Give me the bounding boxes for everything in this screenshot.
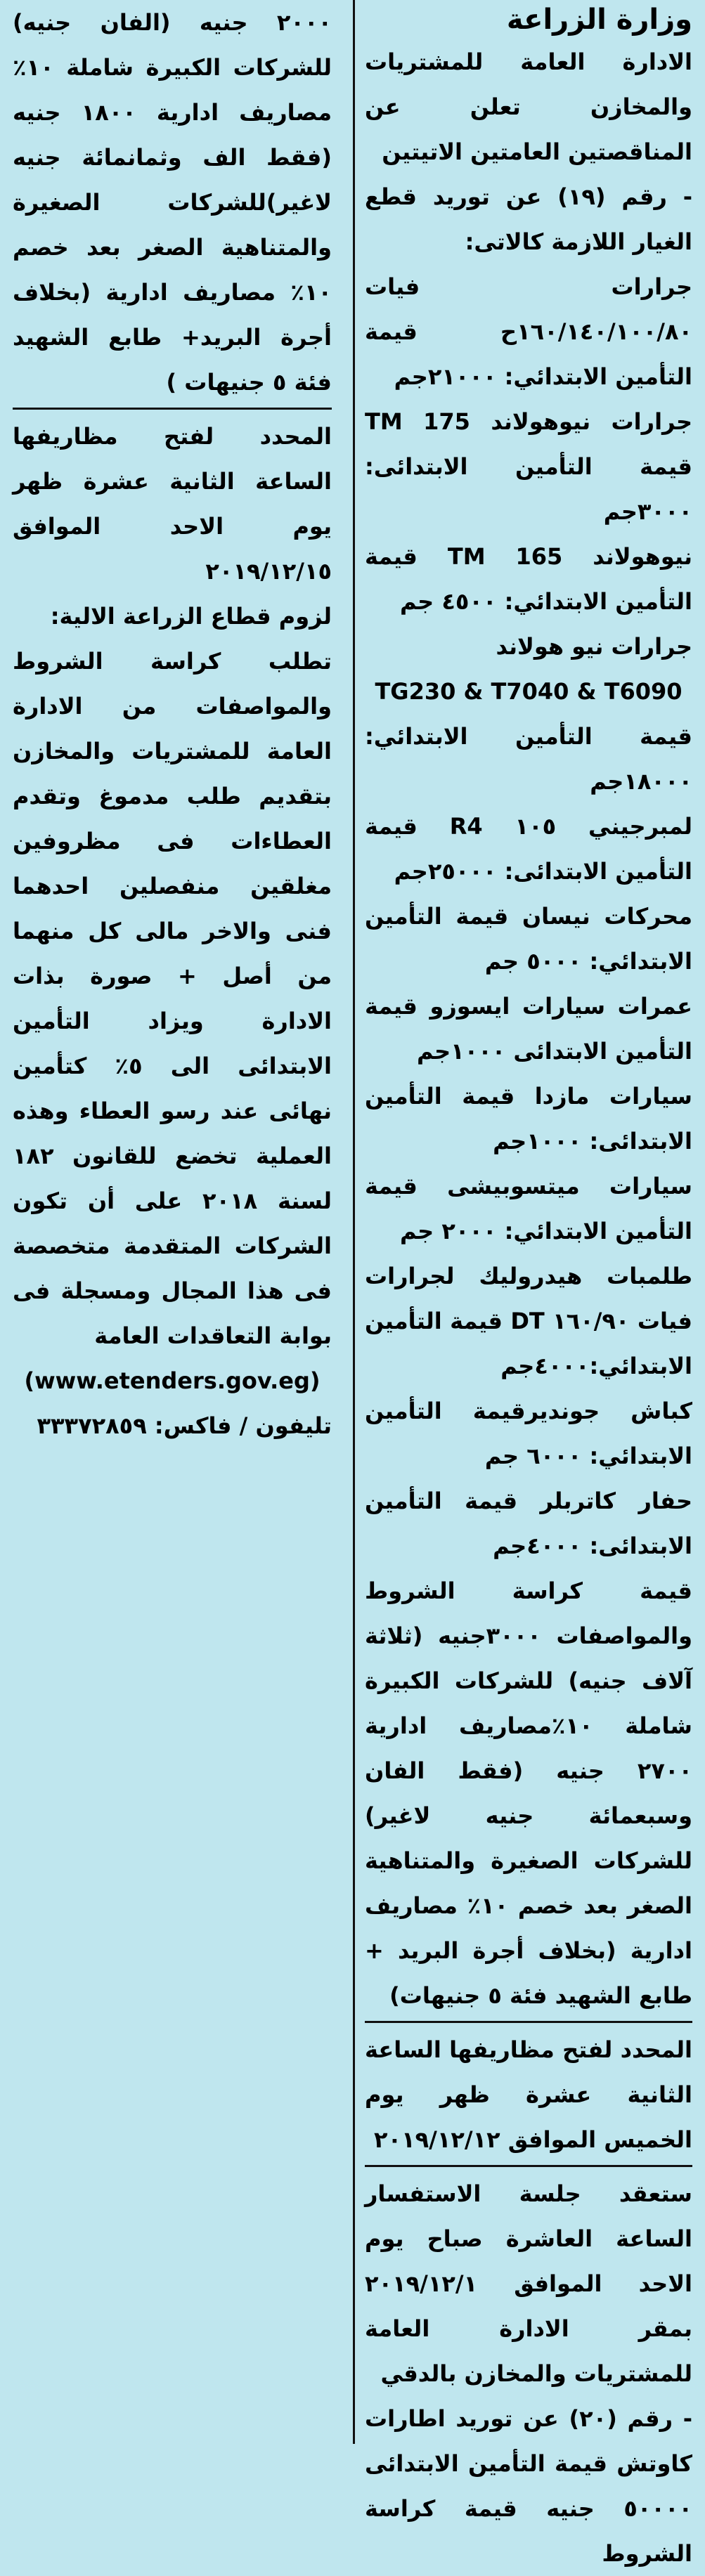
section-divider xyxy=(365,2021,692,2023)
item-newholland-175: جرارات نيوهولاند TM 175 قيمة التأمين الابتدائى: ٣٠٠٠جم xyxy=(365,408,693,525)
column-divider xyxy=(353,0,355,2444)
right-column xyxy=(358,0,698,2567)
item-newholland-models: TG230 & T7040 & T6090 xyxy=(375,678,683,705)
item-caterpillar: حفار كاتربلر قيمة التأمين الابتدائى: ٤٠٠٠جم xyxy=(365,1488,692,1559)
sector-note: لزوم قطاع الزراعة الالية: xyxy=(50,603,332,630)
opening-date-20: المحدد لفتح مظاريفها الساعة الثانية عشرة ظهر يوم الاحد الموافق ٢٠١٩/١٢/١٥ xyxy=(13,423,332,585)
section-divider xyxy=(365,2165,692,2167)
item-nissan-engines: محركات نيسان قيمة التأمين الابتدائي: ٥٠٠٠ جم xyxy=(365,903,692,975)
submission-terms: تطلب كراسة الشروط والمواصفات من الادارة العامة للمشتريات والمخازن بتقديم طلب مدموغ وتقدم العطاءات فى مظروفين مغلقين منفصلين احدهما فنى والاخر مالى كل منهما من أصل + صورة بذات الادارة ويزاد التأمين الابتدائى الى ٥٪ كتأمين نهائى عند رسو العطاء وهذه العملية تخضع للقانون ١٨٢ لسنة ٢٠١٨ على أن تكون الشركات المتقدمة متخصصة فى هذا المجال ومسجلة فى بوابة التعاقدات العامة xyxy=(13,648,332,1349)
tender-20-heading: - رقم (٢٠) عن توريد اطارات كاوتش قيمة التأمين الابتدائى ٥٠٠٠٠ جنيه قيمة كراسة الشروط xyxy=(365,2405,693,2567)
item-isuzu: عمرات سيارات ايسوزو قيمة التأمين الابتدائى ١٠٠٠جم xyxy=(365,993,692,1065)
item-john-deere: كباش جونديرقيمة التأمين الابتدائي: ٦٠٠٠ جم xyxy=(365,1398,692,1469)
opening-date-19: المحدد لفتح مظاريفها الساعة الثانية عشرة ظهر يوم الخميس الموافق ٢٠١٩/١٢/١٢ xyxy=(365,2036,692,2153)
ministry-title: وزارة الزراعة xyxy=(506,4,692,36)
inquiry-session: ستعقد جلسة الاستفسار الساعة العاشرة صباح يوم الاحد الموافق ٢٠١٩/١٢/١ بمقر الادارة العامة للمشتريات والمخازن بالدقي xyxy=(365,2180,692,2387)
item-newholland-deposit: قيمة التأمين الابتدائي: ١٨٠٠٠جم xyxy=(365,723,692,795)
item-mazda: سيارات مازدا قيمة التأمين الابتدائى: ١٠٠٠جم xyxy=(365,1083,692,1154)
tender-19-heading: - رقم (١٩) عن توريد قطع الغيار اللازمة كالاتى: xyxy=(365,183,692,255)
item-mitsubishi: سيارات ميتسوبيشى قيمة التأمين الابتدائي: ٢٠٠٠ جم xyxy=(365,1173,692,1244)
item-newholland-165: نيوهولاند TM 165 قيمة التأمين الابتدائي: ٤٥٠٠ جم xyxy=(365,543,693,615)
website-link[interactable]: (www.etenders.gov.eg) xyxy=(24,1367,321,1394)
item-newholland-heading: جرارات نيو هولاند xyxy=(496,633,692,660)
intro-paragraph: الادارة العامة للمشتريات والمخازن تعلن عن المناقصتين العامتين الاتيتين xyxy=(365,48,692,165)
item-lamborghini: لمبرجيني ١٠٥ R4 قيمة التأمين الابتدائى: ٢٥٠٠٠جم xyxy=(365,813,692,885)
left-column xyxy=(8,0,339,2444)
booklet-price-20: ٢٠٠٠ جنيه (الفان جنيه) للشركات الكبيرة شاملة ١٠٪ مصاريف ادارية ١٨٠٠ جنيه (فقط الف وثمانمائة جنيه لاغير)للشركات الصغيرة والمتناهية الصغر بعد خصم ١٠٪ مصاريف ادارية (بخلاف أجرة البريد+ طابع الشهيد فئة ٥ جنيهات ) xyxy=(13,9,332,396)
item-hydraulic-pumps: طلمبات هيدروليك لجرارات فيات ١٦٠/٩٠ DT قيمة التأمين الابتدائي:٤٠٠٠جم xyxy=(365,1263,693,1379)
booklet-price-19: قيمة كراسة الشروط والمواصفات ٣٠٠٠جنيه (ثلاثة آلاف جنيه) للشركات الكبيرة شاملة ١٠٪مصاريف ادارية ٢٧٠٠ جنيه (فقط الفان وسبعمائة جنيه لاغير) للشركات الصغيرة والمتناهية الصغر بعد خصم ١٠٪ مصاريف ادارية (بخلاف أجرة البريد + طابع الشهيد فئة ٥ جنيهات) xyxy=(365,1578,693,2009)
phone-fax: تليفون / فاكس: ٣٣٣٧٢٨٥٩ xyxy=(37,1412,332,1439)
item-fiat-tractors: جرارات فيات ١٦٠/١٤٠/١٠٠/٨٠ح قيمة التأمين الابتدائي: ٢١٠٠٠جم xyxy=(365,273,692,390)
section-divider xyxy=(13,408,332,410)
